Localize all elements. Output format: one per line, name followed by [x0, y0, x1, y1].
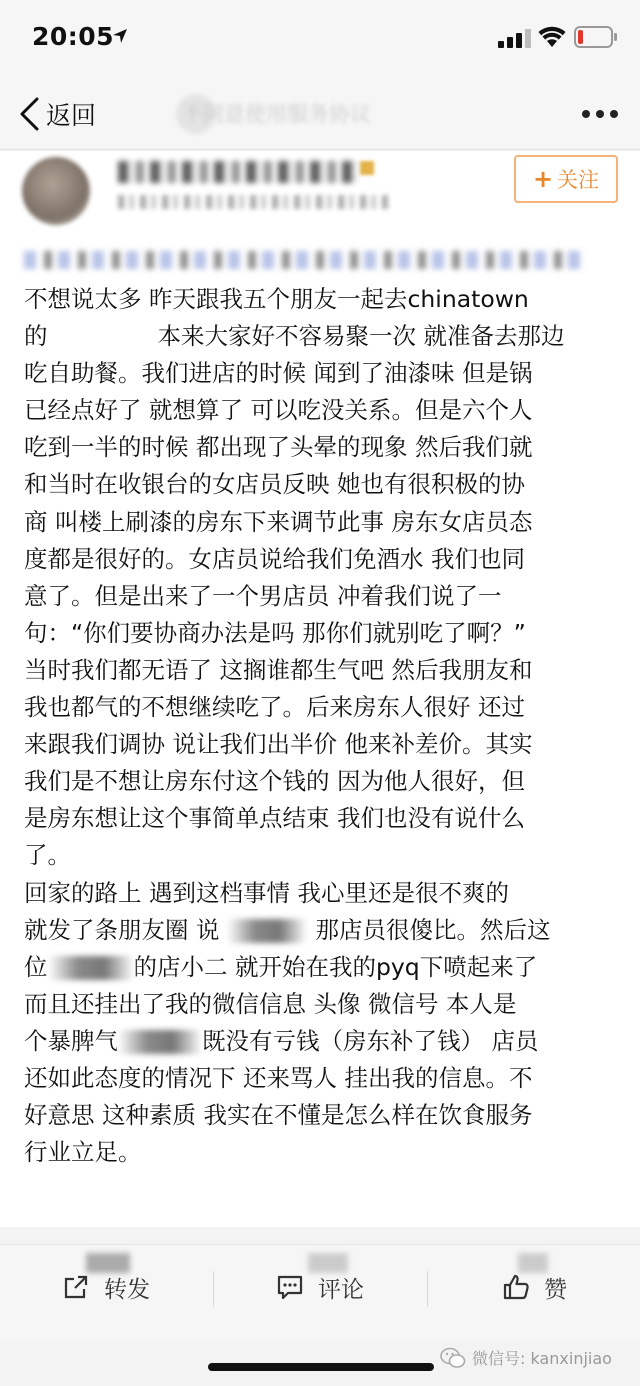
post-text-segment: 既没有亏钱（房东补了钱） 店员 还如此态度的情况下 还来骂人 挂出我的信息。不 好意思 这种素质 我实在不懂是怎么样在饮食服务 行业立足。: [24, 1026, 539, 1167]
like-button[interactable]: [502, 1267, 567, 1307]
redacted-text: [48, 956, 134, 980]
post-text-segment: 本来大家好不容易聚一次 就准备去那边 吃自助餐。我们进店的时候 闻到了油漆味 但是锅 已经点好了 就想算了 可以吃没关系。但是六个人 吃到一半的时候 都出现了头晕的现象 然后我们就 和当时在收银台的女店员反映 她也有很积极的协 商 叫楼上刷漆的房东下来调节此事 房东女店员态 度都是很好的。女店员说给我们免酒水 我们也同 意了。但是出来了一个男店员 冲着我们说了一 句：“你们要协商办法是吗 那你们就别吃了啊？” 当时我们都无语了 这搁谁都生气吧 然后我朋友和 我也都气的不想继续吃了。后来房东人很好 还过 来跟我们调协 说让我们出半价 他来补差价。其实 我们是不想让房东付这个钱的 因为他人很好，但 是房东想让这个事简单点结束 我们也没有说什么 了。 回家的路上 遇到这档事情 我心里还是很不爽的 就发了条朋友圈 说: [24, 322, 565, 944]
more-dot-icon: [596, 110, 604, 118]
follow-button[interactable]: [514, 155, 618, 203]
comment-label: 评论: [318, 1276, 364, 1303]
status-bar: [0, 0, 640, 80]
follow-label: 关注: [557, 168, 600, 192]
thumbs-up-icon: [502, 1273, 530, 1301]
forward-button[interactable]: [62, 1267, 150, 1307]
post-text-segment: 那店员很傻比。然后这 位: [24, 915, 551, 981]
divider: [213, 1271, 214, 1307]
action-bar: [0, 1244, 640, 1340]
more-dot-icon: [610, 110, 618, 118]
more-dot-icon: [582, 110, 590, 118]
redacted-text: [227, 919, 307, 943]
post-text-segment: 的店小二 就开始在我的pyq下喷起来了 而且还挂出了我的微信信息 头像 微信号 本人是 个暴脾气: [24, 952, 538, 1055]
status-time: 20:05: [32, 22, 115, 51]
vip-badge-icon: [360, 161, 374, 175]
topic-tags-redacted[interactable]: [24, 251, 580, 269]
post-body: [24, 281, 620, 1171]
home-indicator[interactable]: [208, 1363, 434, 1371]
wechat-icon: [440, 1347, 466, 1369]
location-arrow-icon: [112, 28, 128, 44]
share-icon: [62, 1273, 90, 1301]
post-text-segment: 不想说太多 昨天跟我五个朋友一起去chinatown 的: [24, 285, 529, 351]
like-label: 赞: [544, 1276, 567, 1303]
chevron-left-icon: [18, 96, 40, 132]
wechat-watermark: [440, 1346, 612, 1369]
watermark-text: 微信号: kanxinjiao: [472, 1349, 612, 1368]
plus-icon: +: [532, 165, 554, 193]
comment-button[interactable]: [276, 1267, 364, 1307]
nav-title: 不同意使用服务协议: [182, 102, 371, 126]
redacted-text: [118, 1030, 202, 1054]
comment-icon: [276, 1273, 304, 1301]
avatar[interactable]: [22, 157, 90, 225]
username-redacted[interactable]: [118, 161, 358, 183]
back-button[interactable]: [18, 92, 96, 136]
divider: [427, 1271, 428, 1307]
post-meta-redacted: [118, 195, 388, 209]
forward-label: 转发: [104, 1276, 150, 1303]
navigation-bar: [0, 80, 640, 150]
battery-low-icon: [574, 26, 618, 48]
cellular-signal-icon: [498, 28, 532, 48]
wifi-icon: [538, 26, 566, 48]
more-options-button[interactable]: [582, 110, 618, 118]
back-label: 返回: [46, 101, 97, 130]
post-card: [0, 151, 640, 1227]
